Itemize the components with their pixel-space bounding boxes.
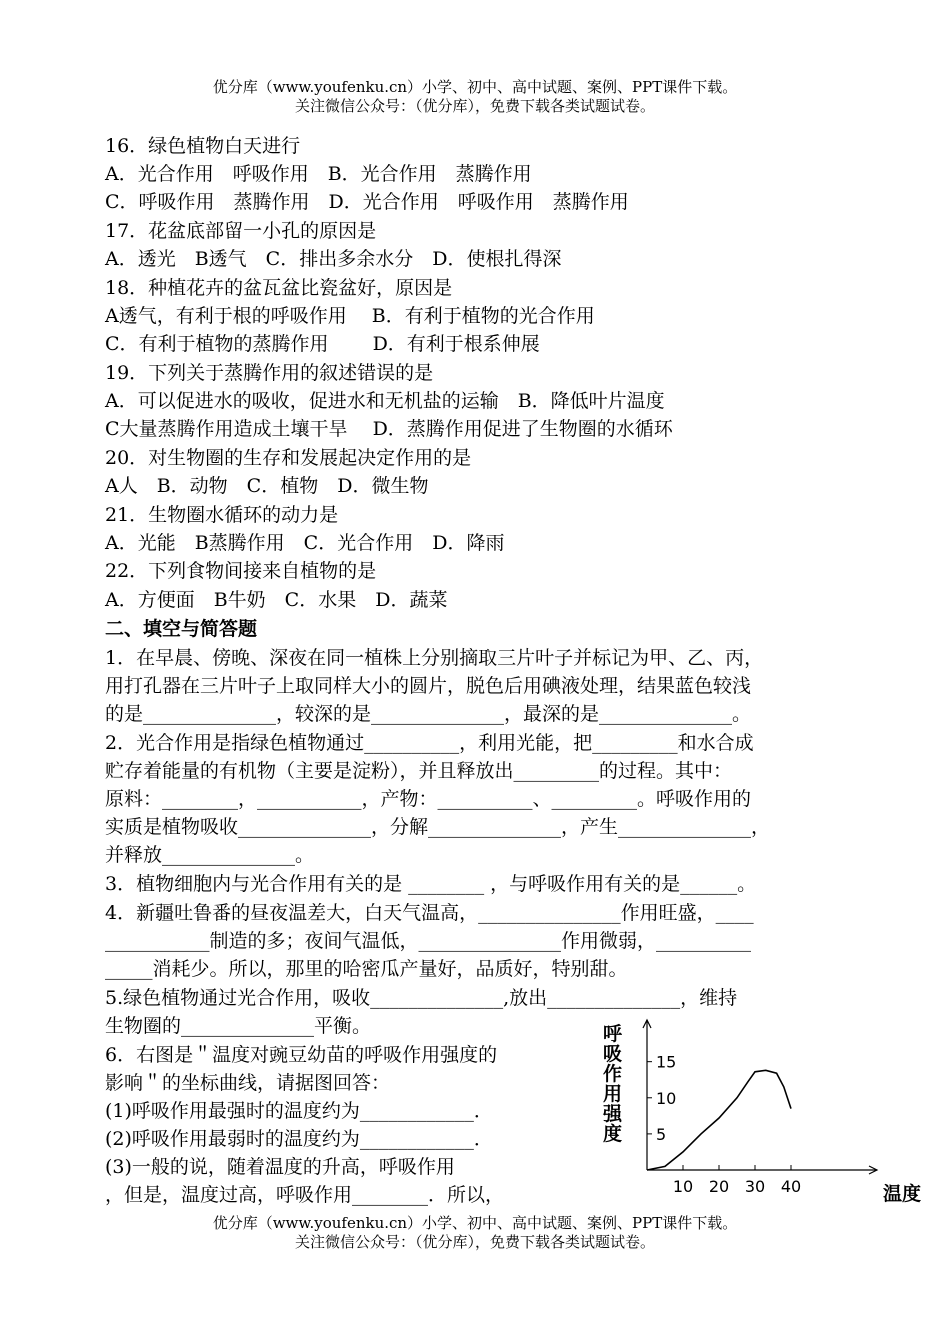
y-axis-label-char: 用	[603, 1083, 623, 1105]
q21-options: A．光能 B蒸腾作用 C．光合作用 D．降雨	[105, 532, 505, 554]
section-title: 二、填空与简答题	[105, 618, 258, 640]
q19-stem: 19．下列关于蒸腾作用的叙述错误的是	[105, 362, 434, 384]
y-axis-label-char: 作	[603, 1063, 623, 1085]
f1-line-2: 用打孔器在三片叶子上取同样大小的圆片，脱色后用碘液处理，结果蓝色较浅	[105, 675, 752, 697]
page-header	[0, 78, 950, 116]
f6-line-6: ，但是，温度过高，呼吸作用________．所以，	[105, 1184, 505, 1206]
q16-stem: 16．绿色植物白天进行	[105, 135, 301, 157]
y-axis-label-char: 吸	[603, 1043, 623, 1065]
footer-line-2: 关注微信公众号：（优分库），免费下载各类试题试卷。	[294, 1233, 655, 1251]
y-axis-label-char: 强	[603, 1103, 623, 1125]
q22-stem: 22．下列食物间接来自植物的是	[105, 560, 377, 582]
x-axis-label: 温度	[883, 1183, 922, 1205]
y-axis-label-char: 呼	[603, 1023, 623, 1045]
f6-line-5: (3)一般的说，随着温度的升高，呼吸作用	[105, 1156, 455, 1178]
y-tick-label: 5	[656, 1124, 667, 1144]
q17-stem: 17．花盆底部留一小孔的原因是	[105, 220, 377, 242]
q20-stem: 20．对生物圈的生存和发展起决定作用的是	[105, 447, 472, 469]
y-tick-label: 15	[656, 1052, 677, 1072]
x-tick-label: 20	[708, 1177, 730, 1196]
y-axis-label-char: 度	[603, 1123, 623, 1145]
f2-line-4: 实质是植物吸收______________，分解______________，产生______________，	[105, 816, 771, 838]
x-tick-label: 30	[744, 1177, 766, 1196]
respiration-chart	[595, 1010, 922, 1210]
q19-options-2: C大量蒸腾作用造成土壤干旱 D．蒸腾作用促进了生物圈的水循环	[105, 418, 673, 440]
q18-options-2: C．有利于植物的蒸腾作用 D．有利于根系伸展	[105, 333, 540, 355]
q18-stem: 18．种植花卉的盆瓦盆比瓷盆好，原因是	[105, 277, 453, 299]
q16-options-1: A．光合作用 呼吸作用 B．光合作用 蒸腾作用	[105, 163, 532, 185]
f6-line-1: 6．右图是＂温度对豌豆幼苗的呼吸作用强度的	[105, 1044, 498, 1066]
f6-line-4: (2)呼吸作用最弱时的温度约为____________．	[105, 1128, 493, 1150]
header-line-2: 关注微信公众号：（优分库），免费下载各类试题试卷。	[294, 97, 655, 115]
q16-options-2: C．呼吸作用 蒸腾作用 D．光合作用 呼吸作用 蒸腾作用	[105, 191, 629, 213]
q18-options-1: A透气，有利于根的呼吸作用 B．有利于植物的光合作用	[105, 305, 595, 327]
f6-line-2: 影响＂的坐标曲线，请据图回答：	[105, 1072, 391, 1094]
f5-line-1: 5.绿色植物通过光合作用，吸收______________,放出______________，维持	[105, 987, 738, 1009]
f4-line-2: ___________制造的多；夜间气温低，_______________作用微弱，__________	[105, 930, 752, 952]
header-line-1: 优分库（www.youfenku.cn）小学、初中、高中试题、案例、PPT课件下载。	[212, 78, 738, 96]
f2-line-1: 2．光合作用是指绿色植物通过__________，利用光能，把_________和水合成	[105, 732, 754, 754]
f1-line-3: 的是______________，较深的是______________，最深的是______________。	[105, 703, 752, 725]
q19-options-1: A．可以促进水的吸收，促进水和无机盐的运输 B．降低叶片温度	[105, 390, 665, 412]
f2-line-5: 并释放______________。	[105, 844, 315, 866]
x-tick-label: 10	[672, 1177, 694, 1196]
f4-line-1: 4．新疆吐鲁番的昼夜温差大，白天气温高，_______________作用旺盛，____	[105, 902, 754, 924]
q17-options: A．透光 B透气 C．排出多余水分 D．使根扎得深	[105, 248, 562, 270]
f1-line-1: 1．在早晨、傍晚、深夜在同一植株上分别摘取三片叶子并标记为甲、乙、丙，	[105, 647, 764, 669]
f6-line-3: (1)呼吸作用最强时的温度约为____________．	[105, 1100, 493, 1122]
page-footer	[0, 1214, 950, 1252]
footer-line-1: 优分库（www.youfenku.cn）小学、初中、高中试题、案例、PPT课件下载。	[212, 1214, 738, 1232]
f3-line-1: 3．植物细胞内与光合作用有关的是 ________ ，与呼吸作用有关的是______。	[105, 873, 757, 895]
y-tick-label: 10	[656, 1088, 677, 1108]
q22-options: A．方便面 B牛奶 C．水果 D．蔬菜	[105, 589, 448, 611]
q20-options: A人 B．动物 C．植物 D．微生物	[105, 475, 429, 497]
f4-line-3: _____消耗少。所以，那里的哈密瓜产量好，品质好，特别甜。	[105, 958, 628, 980]
series-line	[647, 1070, 791, 1170]
q21-stem: 21．生物圈水循环的动力是	[105, 504, 339, 526]
f2-line-2: 贮存着能量的有机物（主要是淀粉），并且释放出_________的过程。其中：	[105, 760, 733, 782]
f5-line-2: 生物圈的______________平衡。	[105, 1015, 372, 1037]
f2-line-3: 原料：________，___________，产物：__________、_________。呼吸作用的	[105, 788, 752, 810]
x-tick-label: 40	[780, 1177, 802, 1196]
